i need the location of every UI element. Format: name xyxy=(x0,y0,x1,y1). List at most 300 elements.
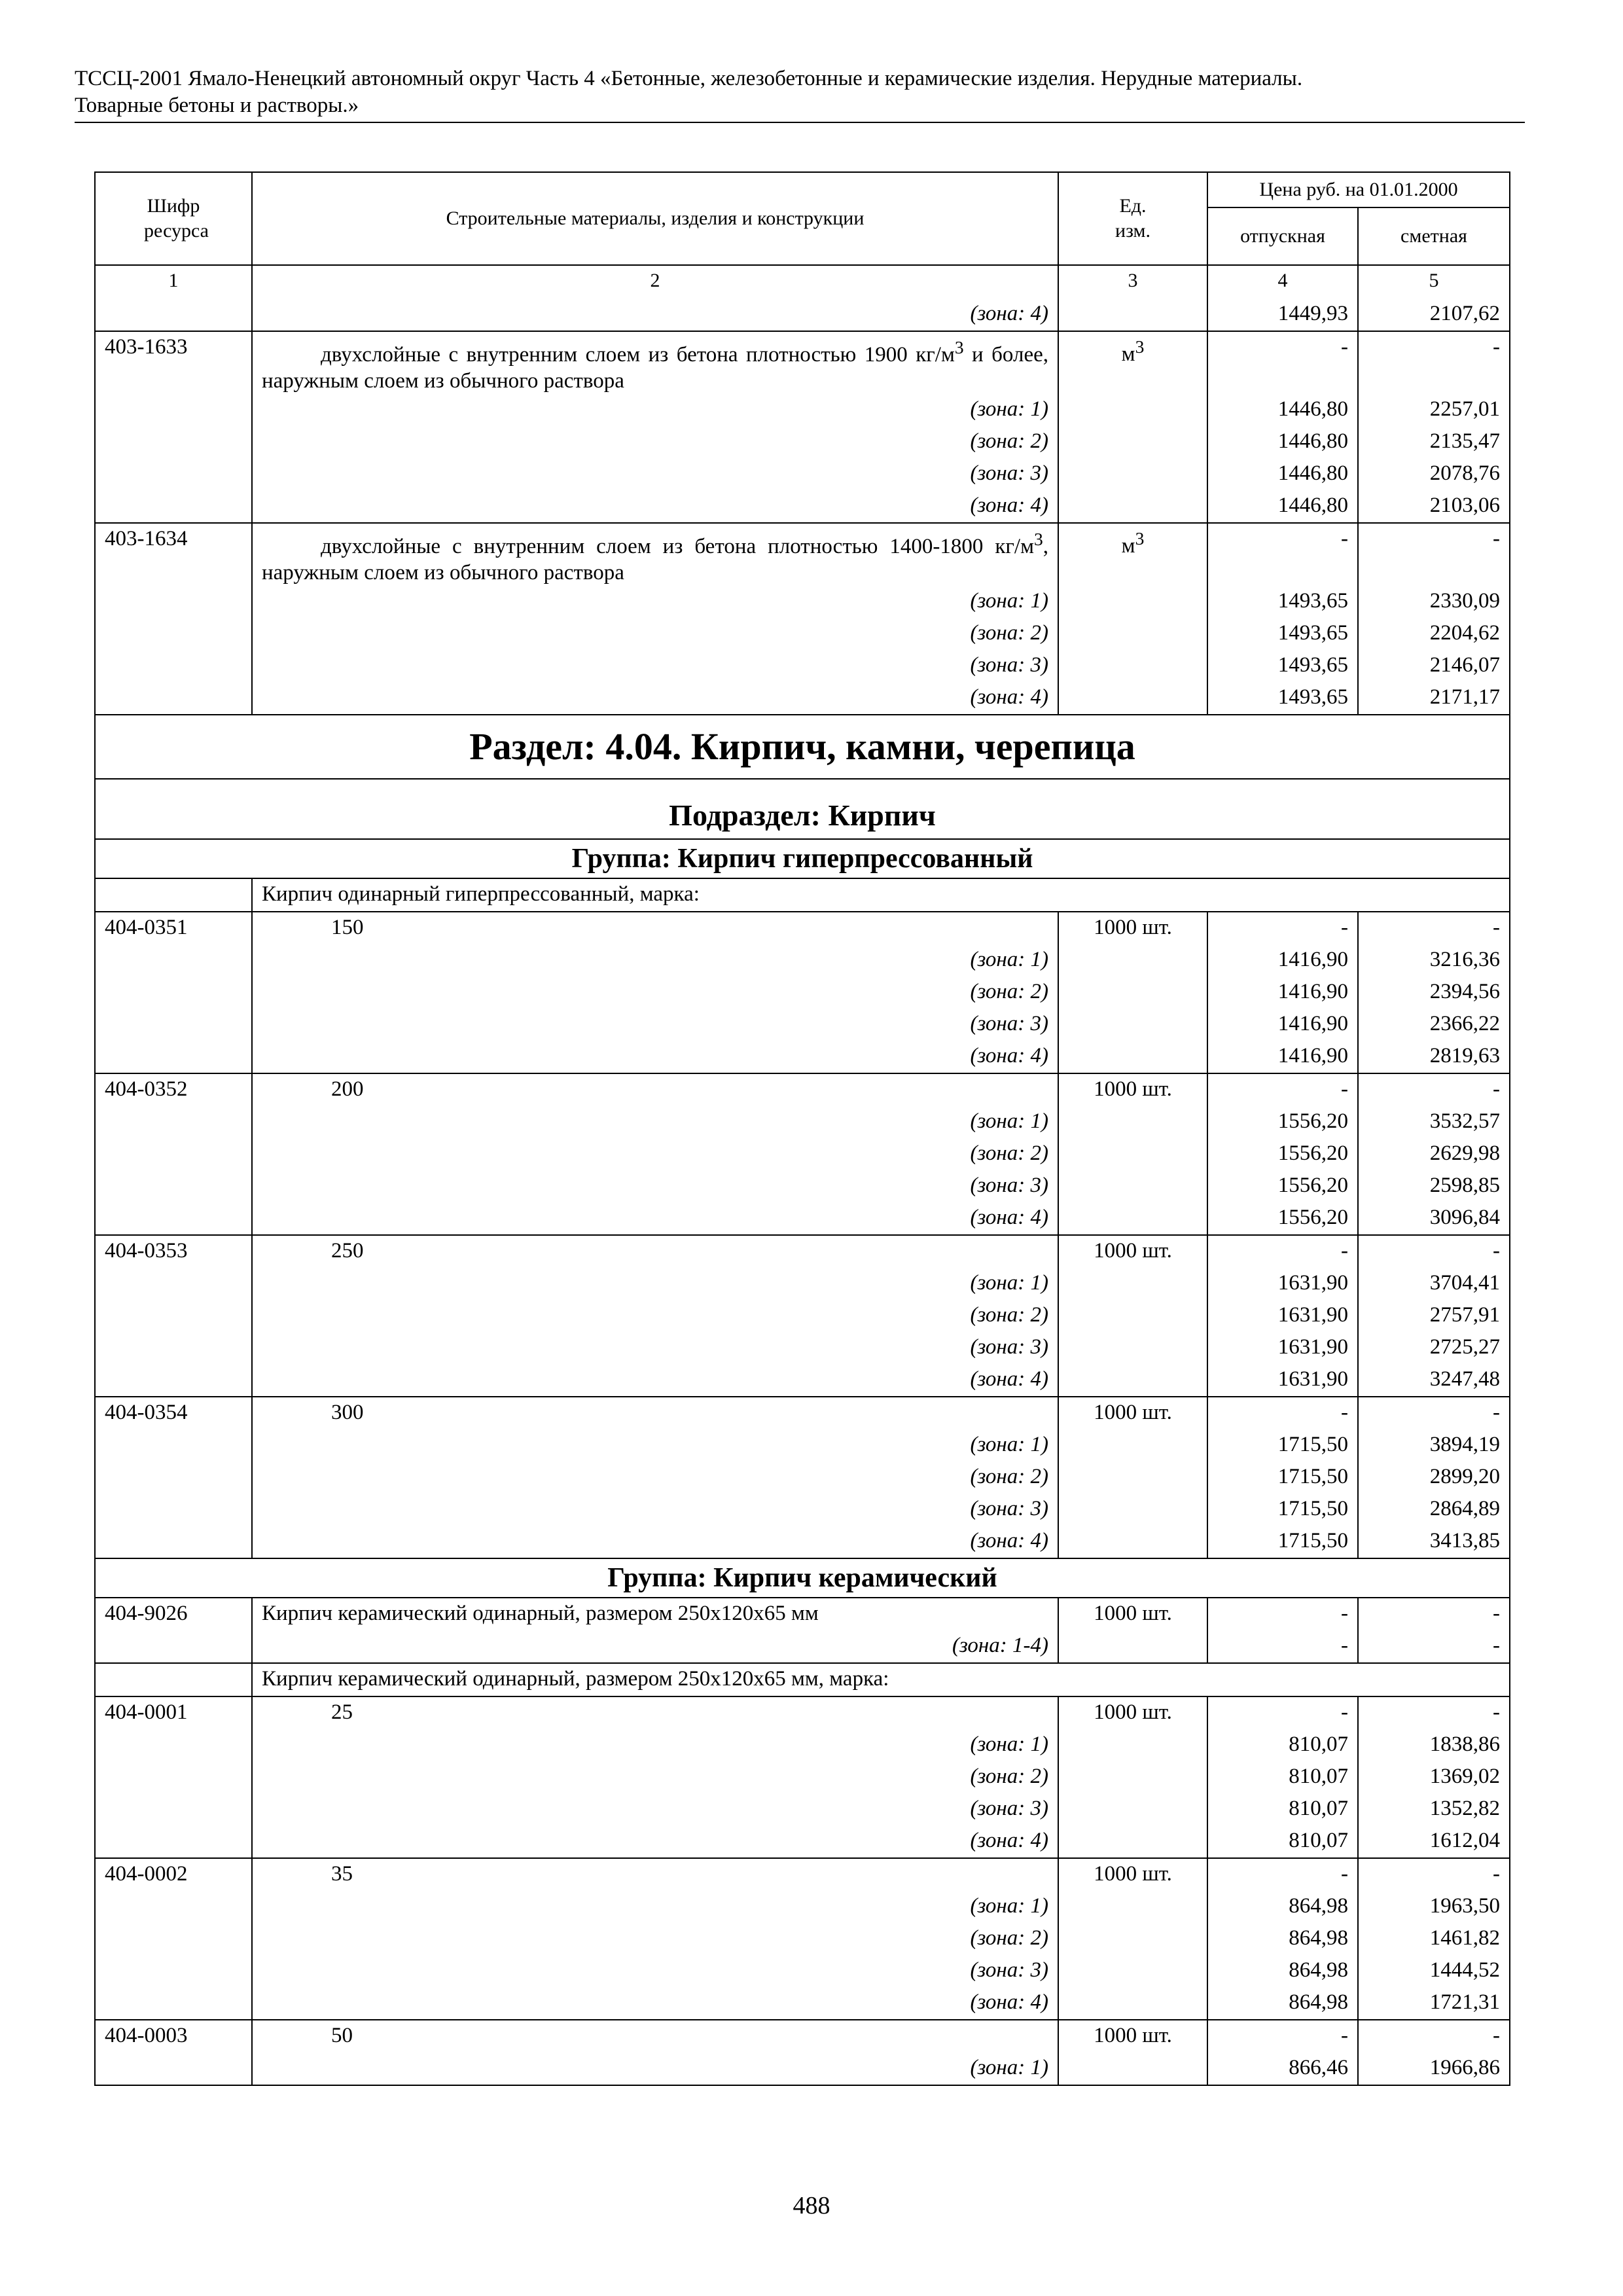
zone-row xyxy=(95,1106,1510,1138)
code-cell-empty xyxy=(95,1462,252,1494)
estimate-price: 2103,06 xyxy=(1358,490,1510,523)
resource-code: 404-0352 xyxy=(95,1073,252,1106)
section-heading-row xyxy=(95,715,1510,779)
unit: 1000 шт. xyxy=(1058,2020,1207,2053)
unit-cell-empty xyxy=(1058,458,1207,490)
group-heading: Группа: Кирпич гиперпрессованный xyxy=(95,839,1510,878)
release-price: 864,98 xyxy=(1207,1987,1358,2020)
release-price: 1631,90 xyxy=(1207,1268,1358,1300)
release-price: 1556,20 xyxy=(1207,1170,1358,1202)
zone-label: (зона: 3) xyxy=(252,1170,1058,1202)
unit: 1000 шт. xyxy=(1058,1696,1207,1729)
code-cell-empty xyxy=(95,1268,252,1300)
unit-cell-empty xyxy=(1058,426,1207,458)
release-price: 1493,65 xyxy=(1207,586,1358,618)
release-price: 1446,80 xyxy=(1207,458,1358,490)
release-price: 864,98 xyxy=(1207,1891,1358,1923)
unit-cell-empty xyxy=(1058,1825,1207,1858)
zone-label: (зона: 1) xyxy=(252,1268,1058,1300)
code-cell-empty xyxy=(95,1630,252,1663)
estimate-price: - xyxy=(1358,912,1510,944)
zone-row xyxy=(95,1202,1510,1235)
estimate-price: 2757,91 xyxy=(1358,1300,1510,1332)
code-cell-empty xyxy=(95,2053,252,2085)
unit-cell-empty xyxy=(1058,1729,1207,1761)
zone-label: (зона: 2) xyxy=(252,1462,1058,1494)
unit-cell-empty xyxy=(1058,682,1207,715)
zone-label: (зона: 4) xyxy=(252,1364,1058,1397)
unit-cell-empty xyxy=(1058,1923,1207,1955)
unit-cell-empty xyxy=(1058,1202,1207,1235)
zone-row xyxy=(95,1332,1510,1364)
zone-row xyxy=(95,298,1510,331)
release-price: - xyxy=(1207,523,1358,586)
zone-row xyxy=(95,1494,1510,1526)
code-cell-empty xyxy=(95,490,252,523)
zone-row xyxy=(95,977,1510,1009)
estimate-price: 2257,01 xyxy=(1358,394,1510,426)
release-price: 1446,80 xyxy=(1207,426,1358,458)
code-cell-empty xyxy=(95,1663,252,1696)
material-name-part: и более, наружным слоем из обычного раствора xyxy=(262,343,1049,393)
estimate-price: 3216,36 xyxy=(1358,944,1510,977)
zone-label: (зона: 2) xyxy=(252,618,1058,650)
estimate-price: 1612,04 xyxy=(1358,1825,1510,1858)
estimate-price: 2146,07 xyxy=(1358,650,1510,682)
zone-label: (зона: 2) xyxy=(252,1923,1058,1955)
unit-superscript: 3 xyxy=(1135,528,1145,548)
unit-cell-empty xyxy=(1058,1462,1207,1494)
unit-cell-empty xyxy=(1058,1793,1207,1825)
material-name xyxy=(252,523,1058,586)
subsection-heading: Подраздел: Кирпич xyxy=(95,779,1510,839)
grade-value: 200 xyxy=(252,1073,1058,1106)
release-price: - xyxy=(1207,1235,1358,1268)
zone-label: (зона: 1-4) xyxy=(252,1630,1058,1663)
grade-value: 150 xyxy=(252,912,1058,944)
unit: 1000 шт. xyxy=(1058,1397,1207,1429)
zone-label: (зона: 4) xyxy=(252,1041,1058,1073)
unit-cell-empty xyxy=(1058,1630,1207,1663)
release-price: 1556,20 xyxy=(1207,1138,1358,1170)
zone-row xyxy=(95,1009,1510,1041)
header-price-group: Цена руб. на 01.01.2000 xyxy=(1207,172,1510,207)
code-cell-empty xyxy=(95,878,252,912)
note-text: Кирпич керамический одинарный, размером 250х120х65 мм, марка: xyxy=(252,1663,1510,1696)
zone-label: (зона: 3) xyxy=(252,1955,1058,1987)
code-cell-empty xyxy=(95,1106,252,1138)
code-cell-empty xyxy=(95,1202,252,1235)
code-cell-empty xyxy=(95,1761,252,1793)
code-cell-empty xyxy=(95,1955,252,1987)
unit-cell-empty xyxy=(1058,1009,1207,1041)
unit: 1000 шт. xyxy=(1058,1598,1207,1630)
release-price: 1416,90 xyxy=(1207,1041,1358,1073)
release-price: 1416,90 xyxy=(1207,1009,1358,1041)
material-name-part: двухслойные с внутренним слоем из бетона плотностью 1900 кг/м xyxy=(321,343,955,367)
zone-row xyxy=(95,618,1510,650)
column-number: 3 xyxy=(1058,265,1207,298)
zone-label: (зона: 4) xyxy=(252,490,1058,523)
zone-label: (зона: 2) xyxy=(252,977,1058,1009)
zone-row xyxy=(95,1825,1510,1858)
unit-cell-empty xyxy=(1058,1300,1207,1332)
estimate-price: 2899,20 xyxy=(1358,1462,1510,1494)
estimate-price: 2394,56 xyxy=(1358,977,1510,1009)
grade-value: 300 xyxy=(252,1397,1058,1429)
estimate-price: 3894,19 xyxy=(1358,1429,1510,1462)
grade-row xyxy=(95,1858,1510,1891)
zone-row xyxy=(95,682,1510,715)
unit-cell-empty xyxy=(1058,1761,1207,1793)
unit: 1000 шт. xyxy=(1058,1235,1207,1268)
header-estimate-price: сметная xyxy=(1358,207,1510,265)
zone-label: (зона: 1) xyxy=(252,944,1058,977)
code-cell-empty xyxy=(95,650,252,682)
header-rule xyxy=(75,122,1525,123)
grade-value: 250 xyxy=(252,1235,1058,1268)
zone-label: (зона: 1) xyxy=(252,1729,1058,1761)
zone-row xyxy=(95,650,1510,682)
unit-cell-empty xyxy=(1058,1364,1207,1397)
estimate-price: - xyxy=(1358,331,1510,394)
zone-row xyxy=(95,1300,1510,1332)
estimate-price: 2864,89 xyxy=(1358,1494,1510,1526)
zone-label: (зона: 4) xyxy=(252,1987,1058,2020)
estimate-price: - xyxy=(1358,1696,1510,1729)
material-row xyxy=(95,1598,1510,1630)
zone-label: (зона: 3) xyxy=(252,1332,1058,1364)
running-header-line-1: ТССЦ-2001 Ямало-Ненецкий автономный округ Часть 4 «Бетонные, железобетонные и керамические изделия. Нерудные материалы. xyxy=(75,67,1303,90)
zone-label: (зона: 2) xyxy=(252,1138,1058,1170)
running-header xyxy=(75,65,1525,119)
unit xyxy=(1058,523,1207,586)
material-name-part: , наружным слоем из обычного раствора xyxy=(262,535,1048,584)
unit-text: м xyxy=(1121,534,1135,558)
unit-cell-empty xyxy=(1058,1891,1207,1923)
estimate-price: - xyxy=(1358,1397,1510,1429)
unit-cell-empty xyxy=(1058,1268,1207,1300)
unit-cell-empty xyxy=(1058,618,1207,650)
zone-label: (зона: 3) xyxy=(252,1009,1058,1041)
grade-row xyxy=(95,1073,1510,1106)
estimate-price: - xyxy=(1358,1598,1510,1630)
zone-label: (зона: 4) xyxy=(252,1526,1058,1558)
release-price: - xyxy=(1207,1598,1358,1630)
zone-row xyxy=(95,1041,1510,1073)
release-price: 1556,20 xyxy=(1207,1106,1358,1138)
zone-row xyxy=(95,1138,1510,1170)
code-cell-empty xyxy=(95,1526,252,1558)
unit-text: м xyxy=(1121,342,1135,366)
release-price: 1715,50 xyxy=(1207,1494,1358,1526)
zone-row xyxy=(95,1268,1510,1300)
estimate-price: 1461,82 xyxy=(1358,1923,1510,1955)
unit-cell-empty xyxy=(1058,1332,1207,1364)
zone-row xyxy=(95,1526,1510,1558)
code-cell-empty xyxy=(95,1793,252,1825)
zone-row xyxy=(95,944,1510,977)
code-cell-empty xyxy=(95,1987,252,2020)
release-price: - xyxy=(1207,2020,1358,2053)
code-cell-empty xyxy=(95,682,252,715)
note-text: Кирпич одинарный гиперпрессованный, марка: xyxy=(252,878,1510,912)
code-cell-empty xyxy=(95,977,252,1009)
unit-cell-empty xyxy=(1058,1955,1207,1987)
unit-cell-empty xyxy=(1058,586,1207,618)
release-price: - xyxy=(1207,1696,1358,1729)
zone-label: (зона: 1) xyxy=(252,1891,1058,1923)
zone-label: (зона: 4) xyxy=(252,1825,1058,1858)
column-number: 5 xyxy=(1358,265,1510,298)
grade-row xyxy=(95,2020,1510,2053)
unit: 1000 шт. xyxy=(1058,1073,1207,1106)
release-price: - xyxy=(1207,912,1358,944)
estimate-price: 3704,41 xyxy=(1358,1268,1510,1300)
zone-row xyxy=(95,1630,1510,1663)
zone-label: (зона: 4) xyxy=(252,682,1058,715)
resource-code: 404-0351 xyxy=(95,912,252,944)
unit xyxy=(1058,331,1207,394)
release-price: 810,07 xyxy=(1207,1729,1358,1761)
code-cell-empty xyxy=(95,298,252,331)
zone-label: (зона: 1) xyxy=(252,1106,1058,1138)
column-number: 2 xyxy=(252,265,1058,298)
header-unit: Ед. изм. xyxy=(1058,172,1207,265)
resource-code: 403-1633 xyxy=(95,331,252,394)
grade-row xyxy=(95,1696,1510,1729)
release-price: 1416,90 xyxy=(1207,977,1358,1009)
zone-row xyxy=(95,1761,1510,1793)
estimate-price: 3532,57 xyxy=(1358,1106,1510,1138)
group-heading-row xyxy=(95,1558,1510,1598)
unit-cell-empty xyxy=(1058,298,1207,331)
estimate-price: 2598,85 xyxy=(1358,1170,1510,1202)
zone-label: (зона: 3) xyxy=(252,1793,1058,1825)
zone-label: (зона: 3) xyxy=(252,458,1058,490)
release-price: 1446,80 xyxy=(1207,394,1358,426)
zone-label: (зона: 1) xyxy=(252,2053,1058,2085)
note-row xyxy=(95,1663,1510,1696)
release-price: 1493,65 xyxy=(1207,650,1358,682)
release-price: 1446,80 xyxy=(1207,490,1358,523)
zone-row xyxy=(95,1987,1510,2020)
unit-superscript: 3 xyxy=(1135,336,1145,357)
code-cell-empty xyxy=(95,1429,252,1462)
grade-value: 35 xyxy=(252,1858,1058,1891)
unit-cell-empty xyxy=(1058,1987,1207,2020)
zone-label: (зона: 2) xyxy=(252,1761,1058,1793)
estimate-price: 2171,17 xyxy=(1358,682,1510,715)
note-row xyxy=(95,878,1510,912)
material-row xyxy=(95,523,1510,586)
code-cell-empty xyxy=(95,1891,252,1923)
estimate-price: 1721,31 xyxy=(1358,1987,1510,2020)
code-cell-empty xyxy=(95,1138,252,1170)
zone-row xyxy=(95,458,1510,490)
zone-row xyxy=(95,1429,1510,1462)
estimate-price: 3247,48 xyxy=(1358,1364,1510,1397)
material-name-part: двухслойные с внутренним слоем из бетона плотностью 1400-1800 кг/м xyxy=(321,535,1034,558)
material-name-superscript: 3 xyxy=(1034,529,1043,549)
material-name xyxy=(252,331,1058,394)
group-heading-row xyxy=(95,839,1510,878)
unit-cell-empty xyxy=(1058,944,1207,977)
code-cell-empty xyxy=(95,1729,252,1761)
estimate-price: 1444,52 xyxy=(1358,1955,1510,1987)
unit-cell-empty xyxy=(1058,1041,1207,1073)
release-price: 810,07 xyxy=(1207,1761,1358,1793)
zone-label: (зона: 1) xyxy=(252,1429,1058,1462)
estimate-price: 1966,86 xyxy=(1358,2053,1510,2085)
zone-row xyxy=(95,426,1510,458)
material-name: Кирпич керамический одинарный, размером 250х120х65 мм xyxy=(252,1598,1058,1630)
estimate-price: 3413,85 xyxy=(1358,1526,1510,1558)
release-price: 1449,93 xyxy=(1207,298,1358,331)
resource-code: 404-9026 xyxy=(95,1598,252,1630)
unit-cell-empty xyxy=(1058,977,1207,1009)
grade-row xyxy=(95,912,1510,944)
release-price: - xyxy=(1207,1858,1358,1891)
zone-row xyxy=(95,1364,1510,1397)
column-number: 4 xyxy=(1207,265,1358,298)
estimate-price: 1369,02 xyxy=(1358,1761,1510,1793)
code-cell-empty xyxy=(95,458,252,490)
zone-row xyxy=(95,586,1510,618)
estimate-price: 2330,09 xyxy=(1358,586,1510,618)
running-header-line-2: Товарные бетоны и растворы.» xyxy=(75,94,359,117)
zone-row xyxy=(95,1955,1510,1987)
code-cell-empty xyxy=(95,1332,252,1364)
section-heading: Раздел: 4.04. Кирпич, камни, черепица xyxy=(95,715,1510,779)
code-cell-empty xyxy=(95,394,252,426)
zone-row xyxy=(95,1891,1510,1923)
estimate-price: 1838,86 xyxy=(1358,1729,1510,1761)
release-price: 1416,90 xyxy=(1207,944,1358,977)
estimate-price: - xyxy=(1358,1630,1510,1663)
zone-label: (зона: 3) xyxy=(252,650,1058,682)
code-cell-empty xyxy=(95,944,252,977)
release-price: - xyxy=(1207,331,1358,394)
column-numbers-row xyxy=(95,265,1510,298)
unit-cell-empty xyxy=(1058,1526,1207,1558)
estimate-price: - xyxy=(1358,1235,1510,1268)
estimate-price: 2078,76 xyxy=(1358,458,1510,490)
code-cell-empty xyxy=(95,1364,252,1397)
zone-row xyxy=(95,1170,1510,1202)
release-price: 1631,90 xyxy=(1207,1332,1358,1364)
estimate-price: 1352,82 xyxy=(1358,1793,1510,1825)
zone-label: (зона: 2) xyxy=(252,1300,1058,1332)
estimate-price: 2725,27 xyxy=(1358,1332,1510,1364)
material-row xyxy=(95,331,1510,394)
zone-label: (зона: 1) xyxy=(252,394,1058,426)
zone-row xyxy=(95,1793,1510,1825)
release-price: 1631,90 xyxy=(1207,1300,1358,1332)
release-price: 864,98 xyxy=(1207,1923,1358,1955)
zone-row xyxy=(95,1462,1510,1494)
unit-cell-empty xyxy=(1058,490,1207,523)
release-price: - xyxy=(1207,1630,1358,1663)
code-cell-empty xyxy=(95,618,252,650)
group-heading: Группа: Кирпич керамический xyxy=(95,1558,1510,1598)
unit-cell-empty xyxy=(1058,394,1207,426)
grade-value: 25 xyxy=(252,1696,1058,1729)
unit-cell-empty xyxy=(1058,1429,1207,1462)
release-price: 1715,50 xyxy=(1207,1462,1358,1494)
release-price: - xyxy=(1207,1397,1358,1429)
unit-cell-empty xyxy=(1058,1138,1207,1170)
estimate-price: - xyxy=(1358,2020,1510,2053)
unit-cell-empty xyxy=(1058,1106,1207,1138)
header-code: Шифр ресурса xyxy=(95,172,252,265)
estimate-price: 2629,98 xyxy=(1358,1138,1510,1170)
zone-label: (зона: 4) xyxy=(252,298,1058,331)
release-price: 1715,50 xyxy=(1207,1429,1358,1462)
grade-row xyxy=(95,1235,1510,1268)
resource-code: 404-0003 xyxy=(95,2020,252,2053)
estimate-price: - xyxy=(1358,1073,1510,1106)
column-number: 1 xyxy=(95,265,252,298)
estimate-price: 2135,47 xyxy=(1358,426,1510,458)
resource-code: 404-0001 xyxy=(95,1696,252,1729)
estimate-price: - xyxy=(1358,1858,1510,1891)
estimate-price: 2204,62 xyxy=(1358,618,1510,650)
release-price: 1631,90 xyxy=(1207,1364,1358,1397)
unit: 1000 шт. xyxy=(1058,1858,1207,1891)
unit-cell-empty xyxy=(1058,1170,1207,1202)
estimate-price: 2107,62 xyxy=(1358,298,1510,331)
unit: 1000 шт. xyxy=(1058,912,1207,944)
release-price: 1493,65 xyxy=(1207,682,1358,715)
header-release-price: отпускная xyxy=(1207,207,1358,265)
estimate-price: 2819,63 xyxy=(1358,1041,1510,1073)
code-cell-empty xyxy=(95,426,252,458)
code-cell-empty xyxy=(95,1494,252,1526)
code-cell-empty xyxy=(95,586,252,618)
page-number: 488 xyxy=(793,2192,830,2219)
resource-code: 404-0353 xyxy=(95,1235,252,1268)
zone-label: (зона: 2) xyxy=(252,426,1058,458)
price-table xyxy=(94,171,1510,2086)
zone-row xyxy=(95,394,1510,426)
release-price: 810,07 xyxy=(1207,1825,1358,1858)
grade-value: 50 xyxy=(252,2020,1058,2053)
estimate-price: 1963,50 xyxy=(1358,1891,1510,1923)
code-cell-empty xyxy=(95,1009,252,1041)
unit-cell-empty xyxy=(1058,1494,1207,1526)
zone-row xyxy=(95,1923,1510,1955)
release-price: 810,07 xyxy=(1207,1793,1358,1825)
estimate-price: - xyxy=(1358,523,1510,586)
table-header-row-1 xyxy=(95,172,1510,207)
release-price: 1715,50 xyxy=(1207,1526,1358,1558)
zone-row xyxy=(95,2053,1510,2085)
resource-code: 403-1634 xyxy=(95,523,252,586)
resource-code: 404-0354 xyxy=(95,1397,252,1429)
release-price: 1493,65 xyxy=(1207,618,1358,650)
table-body xyxy=(95,298,1510,2085)
code-cell-empty xyxy=(95,1170,252,1202)
zone-label: (зона: 4) xyxy=(252,1202,1058,1235)
code-cell-empty xyxy=(95,1923,252,1955)
zone-row xyxy=(95,490,1510,523)
estimate-price: 3096,84 xyxy=(1358,1202,1510,1235)
zone-label: (зона: 1) xyxy=(252,586,1058,618)
subsection-heading-row xyxy=(95,779,1510,839)
unit-cell-empty xyxy=(1058,650,1207,682)
release-price: 864,98 xyxy=(1207,1955,1358,1987)
